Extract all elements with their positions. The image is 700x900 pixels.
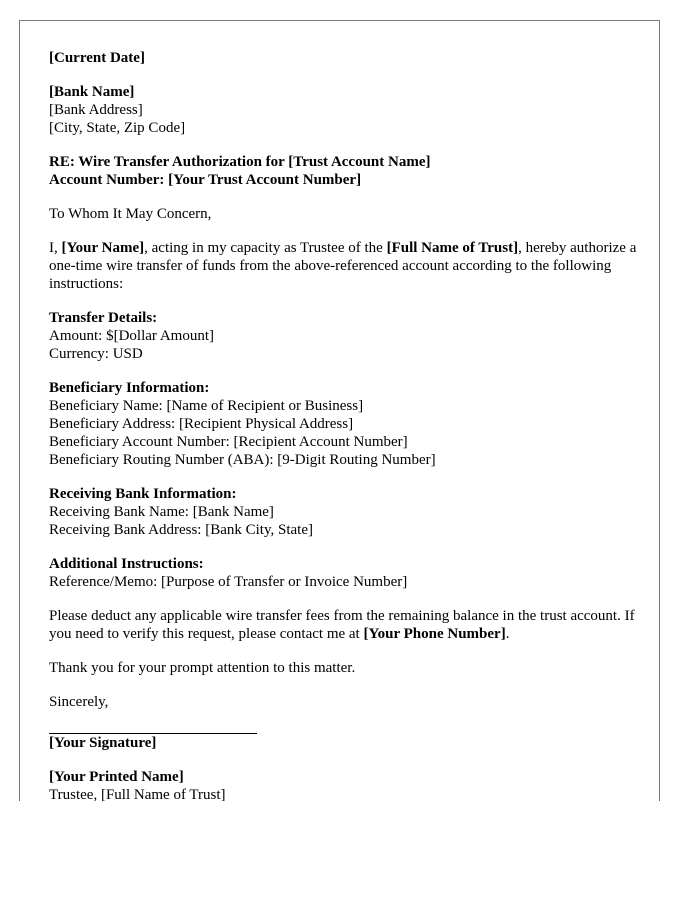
beneficiary-heading: Beneficiary Information: <box>49 380 210 396</box>
transfer-currency: Currency: USD <box>49 346 143 362</box>
intro-text-2: , acting in my capacity as Trustee of the <box>144 240 387 256</box>
subject-line: RE: Wire Transfer Authorization for [Trust Account Name] <box>49 154 431 170</box>
transfer-details-section <box>49 309 639 363</box>
account-number-line: Account Number: [Your Trust Account Number] <box>49 172 362 188</box>
salutation: To Whom It May Concern, <box>49 206 212 222</box>
beneficiary-address: Beneficiary Address: [Recipient Physical Address] <box>49 416 354 432</box>
current-date: [Current Date] <box>49 50 145 66</box>
fees-text-2: . <box>505 626 510 642</box>
your-name-placeholder: [Your Name] <box>61 240 145 256</box>
beneficiary-routing: Beneficiary Routing Number (ABA): [9-Digit Routing Number] <box>49 452 436 468</box>
additional-instructions-heading: Additional Instructions: <box>49 556 204 572</box>
trust-name-placeholder: [Full Name of Trust] <box>386 240 519 256</box>
signature-block <box>49 733 639 752</box>
receiving-bank-section <box>49 485 639 539</box>
trustee-title: Trustee, [Full Name of Trust] <box>49 787 226 801</box>
transfer-amount: Amount: $[Dollar Amount] <box>49 328 214 344</box>
bank-name: [Bank Name] <box>49 84 135 100</box>
phone-placeholder: [Your Phone Number] <box>363 626 506 642</box>
receiving-bank-name: Receiving Bank Name: [Bank Name] <box>49 504 274 520</box>
receiving-bank-address: Receiving Bank Address: [Bank City, State] <box>49 522 313 538</box>
intro-text-1: I, <box>49 240 62 256</box>
beneficiary-section <box>49 379 639 469</box>
bank-address: [Bank Address] <box>49 102 143 118</box>
printed-name: [Your Printed Name] <box>49 769 184 785</box>
beneficiary-name: Beneficiary Name: [Name of Recipient or Business] <box>49 398 364 414</box>
printed-name-block <box>49 768 639 801</box>
intro-text-3: , hereby authorize a one-time wire transfer of funds from the above-referenced account according to the following instructions: <box>49 240 637 292</box>
letter-page <box>19 20 660 801</box>
beneficiary-account: Beneficiary Account Number: [Recipient Account Number] <box>49 434 408 450</box>
thanks-line: Thank you for your prompt attention to this matter. <box>49 660 356 676</box>
bank-address-block <box>49 83 639 137</box>
reference-memo: Reference/Memo: [Purpose of Transfer or Invoice Number] <box>49 574 408 590</box>
closing-line: Sincerely, <box>49 694 109 710</box>
intro-paragraph <box>49 239 639 293</box>
fees-paragraph <box>49 607 639 643</box>
fees-text-1: Please deduct any applicable wire transfer fees from the remaining balance in the trust account. If you need to verify this request, please contact me at <box>49 608 635 642</box>
subject-block <box>49 153 639 189</box>
bank-city-state-zip: [City, State, Zip Code] <box>49 120 186 136</box>
transfer-details-heading: Transfer Details: <box>49 310 158 326</box>
additional-instructions-section <box>49 555 639 591</box>
receiving-bank-heading: Receiving Bank Information: <box>49 486 237 502</box>
signature-placeholder: [Your Signature] <box>49 735 157 751</box>
letter-body <box>49 49 639 801</box>
